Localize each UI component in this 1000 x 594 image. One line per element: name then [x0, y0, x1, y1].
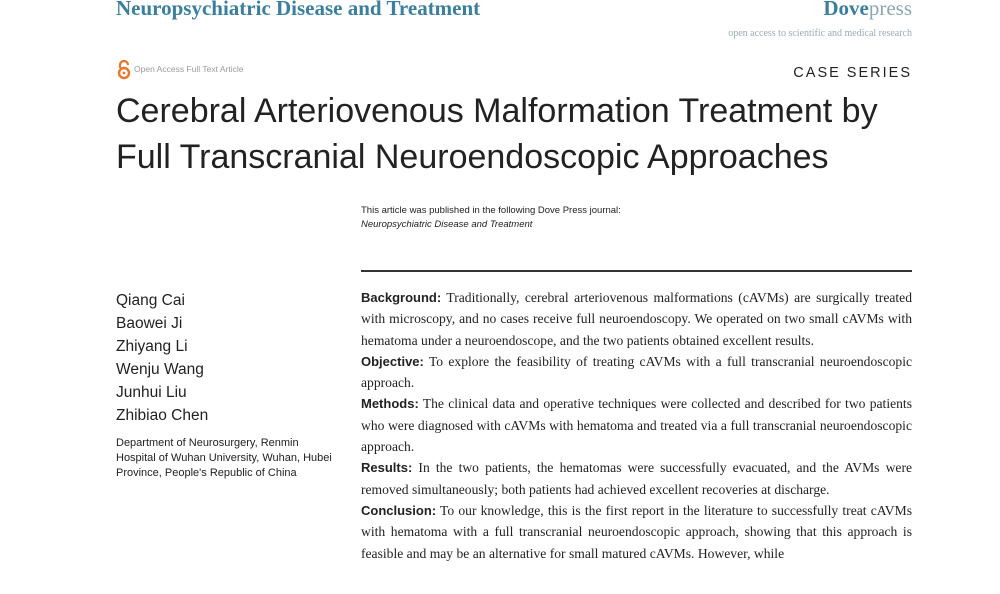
- author-name: Zhibiao Chen: [116, 407, 209, 424]
- abstract-section-text: The clinical data and operative techniques were collected and described for two patients who were diagnosed with cAVMs with hematoma and treated via a full transcranial neuroendoscopic approach.: [361, 396, 912, 455]
- abstract-section-text: Traditionally, cerebral arteriovenous malformations (cAVMs) are surgically treated with microscopy, and no cases receive full neuroendoscopy. We operated on two small cAVMs with hematoma under a neuroendoscope, and the two patients obtained excellent results.: [361, 290, 912, 348]
- publisher-logo: [823, 0, 912, 21]
- publication-journal: Neuropsychiatric Disease and Treatment: [361, 219, 533, 230]
- abstract-section-label: Background:: [361, 290, 442, 305]
- article-title: Cerebral Arteriovenous Malformation Treatment by Full Transcranial Neuroendoscopic Approaches: [116, 92, 878, 176]
- publisher-name-part2: press: [868, 0, 912, 20]
- author-name: Junhui Liu: [116, 384, 187, 401]
- author-name: Wenju Wang: [116, 361, 204, 378]
- abstract-section-label: Conclusion:: [361, 502, 437, 518]
- publisher-name-part1: Dove: [823, 0, 869, 20]
- publisher-tagline: open access to scientific and medical research: [728, 28, 912, 39]
- publication-note-text: This article was published in the following Dove Press journal:: [361, 205, 621, 216]
- journal-name: Neuropsychiatric Disease and Treatment: [116, 0, 481, 20]
- article-type: CASE SERIES: [793, 65, 912, 81]
- author-name: Zhiyang Li: [116, 338, 188, 355]
- abstract-section-label: Results:: [361, 460, 413, 476]
- abstract-section-label: Methods:: [361, 396, 419, 412]
- author-affiliation: Department of Neurosurgery, Renmin Hospital of Wuhan University, Wuhan, Hubei Province, People's Republic of China: [116, 437, 332, 479]
- open-access-icon: [116, 60, 132, 80]
- abstract-methods: [361, 393, 912, 457]
- abstract-section-text: In the two patients, the hematomas were successfully evacuated, and the AVMs were removed simultaneously; both patients had achieved excellent recoveries at discharge.: [361, 460, 912, 497]
- abstract: [361, 287, 912, 564]
- abstract-section-text: To our knowledge, this is the first report in the literature to successfully treat cAVMs with hematoma with a full transcranial neuroendoscopic approach, showing that this approach is feasible and may be an alternative for small matured cAVMs. However, while: [361, 502, 912, 561]
- abstract-objective: [361, 351, 912, 394]
- open-access-label: Open Access Full Text Article: [134, 64, 244, 74]
- abstract-section-label: Objective:: [361, 353, 424, 369]
- abstract-divider: [361, 270, 912, 272]
- abstract-conclusion: [361, 500, 912, 564]
- author-name: Baowei Ji: [116, 315, 183, 332]
- author-list: [116, 289, 208, 427]
- author-name: Qiang Cai: [116, 292, 185, 309]
- abstract-section-text: To explore the feasibility of treating cAVMs with a full transcranial neuroendoscopic approach.: [361, 353, 913, 391]
- abstract-background: [361, 287, 912, 351]
- abstract-results: [361, 457, 912, 500]
- publication-note: [361, 204, 621, 232]
